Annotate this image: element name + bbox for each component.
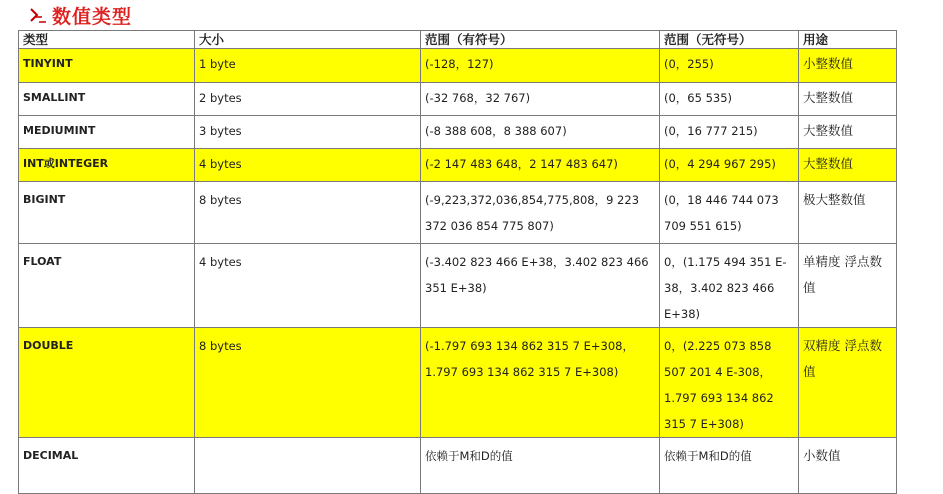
table-row xyxy=(19,116,897,149)
cell-size: 4 bytes xyxy=(195,244,421,328)
cell-use: 小整数值 xyxy=(799,49,897,83)
header-type: 类型 xyxy=(19,31,195,49)
cell-type: DOUBLE xyxy=(19,328,195,438)
cell-use: 单精度 浮点数值 xyxy=(799,244,897,328)
table-row xyxy=(19,182,897,244)
cell-type: DECIMAL xyxy=(19,438,195,494)
cell-type: MEDIUMINT xyxy=(19,116,195,149)
cell-type: TINYINT xyxy=(19,49,195,83)
cell-size: 8 bytes xyxy=(195,182,421,244)
cell-signed-range: (-1.797 693 134 862 315 7 E+308，1.797 693 134 862 315 7 E+308) xyxy=(421,328,660,438)
header-unsigned-range: 范围（无符号） xyxy=(660,31,799,49)
table-header-row xyxy=(19,31,897,49)
cell-use: 大整数值 xyxy=(799,116,897,149)
cell-unsigned-range: (0，65 535) xyxy=(660,83,799,116)
cell-type: SMALLINT xyxy=(19,83,195,116)
cell-size: 4 bytes xyxy=(195,149,421,182)
section-arrow-icon xyxy=(28,5,48,25)
cell-size: 8 bytes xyxy=(195,328,421,438)
cell-signed-range: (-2 147 483 648，2 147 483 647) xyxy=(421,149,660,182)
cell-unsigned-range: 0，(2.225 073 858 507 201 4 E-308，1.797 693 134 862 315 7 E+308) xyxy=(660,328,799,438)
cell-unsigned-range: (0，4 294 967 295) xyxy=(660,149,799,182)
header-signed-range: 范围（有符号） xyxy=(421,31,660,49)
cell-signed-range: (-9,223,372,036,854,775,808，9 223 372 036 854 775 807) xyxy=(421,182,660,244)
header-size: 大小 xyxy=(195,31,421,49)
cell-use: 大整数值 xyxy=(799,83,897,116)
table-row xyxy=(19,149,897,182)
cell-unsigned-range: (0，18 446 744 073 709 551 615) xyxy=(660,182,799,244)
cell-size: 1 byte xyxy=(195,49,421,83)
cell-type: FLOAT xyxy=(19,244,195,328)
table-row xyxy=(19,244,897,328)
cell-use: 小数值 xyxy=(799,438,897,494)
table-row xyxy=(19,83,897,116)
cell-use: 大整数值 xyxy=(799,149,897,182)
page-title: 数值类型 xyxy=(52,5,133,28)
cell-unsigned-range: 0，(1.175 494 351 E-38，3.402 823 466 E+38) xyxy=(660,244,799,328)
cell-use: 极大整数值 xyxy=(799,182,897,244)
cell-size: 3 bytes xyxy=(195,116,421,149)
cell-unsigned-range: 依赖于M和D的值 xyxy=(660,438,799,494)
cell-signed-range: (-3.402 823 466 E+38，3.402 823 466 351 E+38) xyxy=(421,244,660,328)
cell-type: BIGINT xyxy=(19,182,195,244)
cell-signed-range: (-128，127) xyxy=(421,49,660,83)
cell-type: INT或INTEGER xyxy=(19,149,195,182)
table-row xyxy=(19,49,897,83)
cell-use: 双精度 浮点数值 xyxy=(799,328,897,438)
header-use: 用途 xyxy=(799,31,897,49)
cell-signed-range: 依赖于M和D的值 xyxy=(421,438,660,494)
table-row xyxy=(19,438,897,494)
cell-size: 2 bytes xyxy=(195,83,421,116)
cell-signed-range: (-8 388 608，8 388 607) xyxy=(421,116,660,149)
numeric-types-table xyxy=(18,30,897,494)
cell-unsigned-range: (0，16 777 215) xyxy=(660,116,799,149)
section-heading xyxy=(28,2,132,28)
table-row xyxy=(19,328,897,438)
cell-size xyxy=(195,438,421,494)
cell-signed-range: (-32 768，32 767) xyxy=(421,83,660,116)
cell-unsigned-range: (0，255) xyxy=(660,49,799,83)
